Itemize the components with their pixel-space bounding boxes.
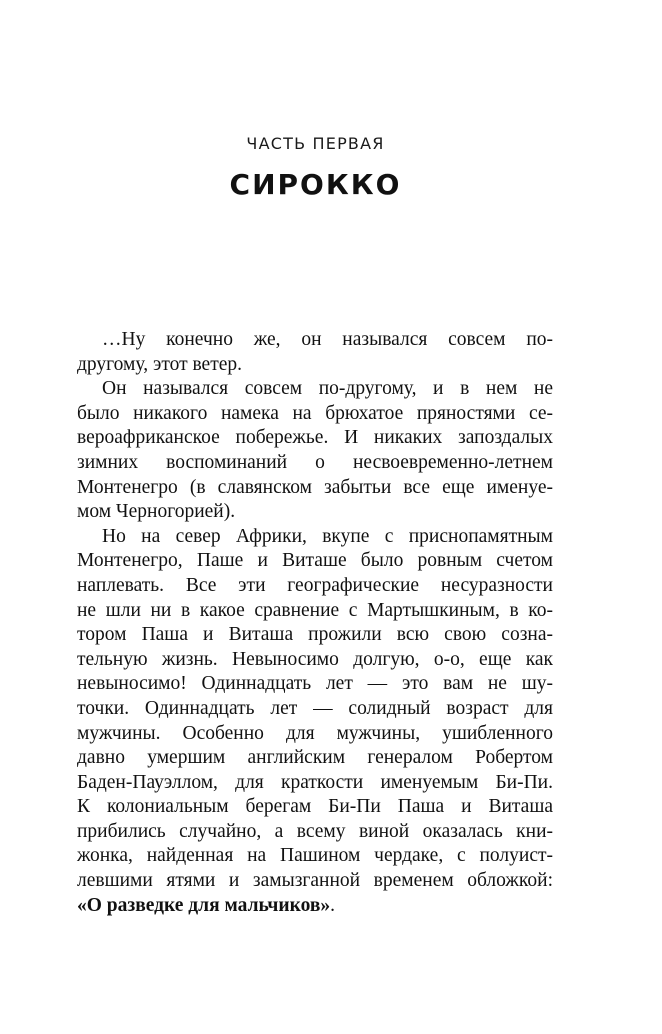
- text-line: Он назывался совсем по-другому, и в нем не: [102, 378, 553, 400]
- chapter-title: СИРОККО: [229, 168, 402, 201]
- part-label: ЧАСТЬ ПЕРВАЯ: [246, 134, 385, 153]
- text-line-final: [77, 894, 553, 919]
- text-line: левшими ятями и замызганной временем обложкой:: [77, 870, 553, 892]
- text-line: Баден-Пауэллом, для краткости именуемым Би-Пи.: [77, 771, 553, 793]
- text-line: прибились случайно, а всему виной оказалась кни-: [77, 820, 553, 842]
- text-line: наплевать. Все эти географические несуразности: [77, 574, 553, 596]
- text-line: Но на север Африки, вкупе с приснопамятным: [102, 525, 553, 547]
- book-title-quote: «О разведке для мальчиков»: [77, 894, 331, 916]
- text-line: точки. Одиннадцать лет — солидный возраст для: [77, 697, 553, 719]
- text-line: другому, этот ветер.: [77, 353, 243, 375]
- text-line: вероафриканское побережье. И никаких запоздалых: [77, 427, 553, 449]
- text-line: тельную жизнь. Невыносимо долгую, о-о, еще как: [77, 648, 553, 670]
- text-line: жонка, найденная на Пашином чердаке, с полуист-: [77, 845, 553, 867]
- chapter-text: [77, 328, 553, 918]
- text-line: не шли ни в какое сравнение с Мартышкиным, в ко-: [77, 599, 553, 621]
- text-line: К колониальным берегам Би-Пи Паша и Виташа: [77, 796, 553, 818]
- final-punctuation: .: [330, 894, 335, 916]
- text-line: было никакого намека на брюхатое пряностями се-: [77, 402, 553, 424]
- text-line: давно умершим английским генералом Робертом: [77, 747, 553, 769]
- text-line: зимних воспоминаний о несвоевременно-летнем: [77, 451, 553, 473]
- text-line: Монтенегро, Паше и Виташе было ровным счетом: [77, 550, 553, 572]
- text-line: …Ну конечно же, он назывался совсем по-: [102, 329, 553, 350]
- text-line: Монтенегро (в славянском забытьи все еще именуе-: [77, 476, 553, 498]
- text-line: тором Паша и Виташа прожили всю свою созна-: [77, 624, 553, 646]
- text-line: невыносимо! Одиннадцать лет — это вам не шу-: [77, 673, 553, 695]
- text-line: мом Черногорией).: [77, 501, 236, 523]
- text-line: мужчины. Особенно для мужчины, ушибленного: [77, 722, 553, 744]
